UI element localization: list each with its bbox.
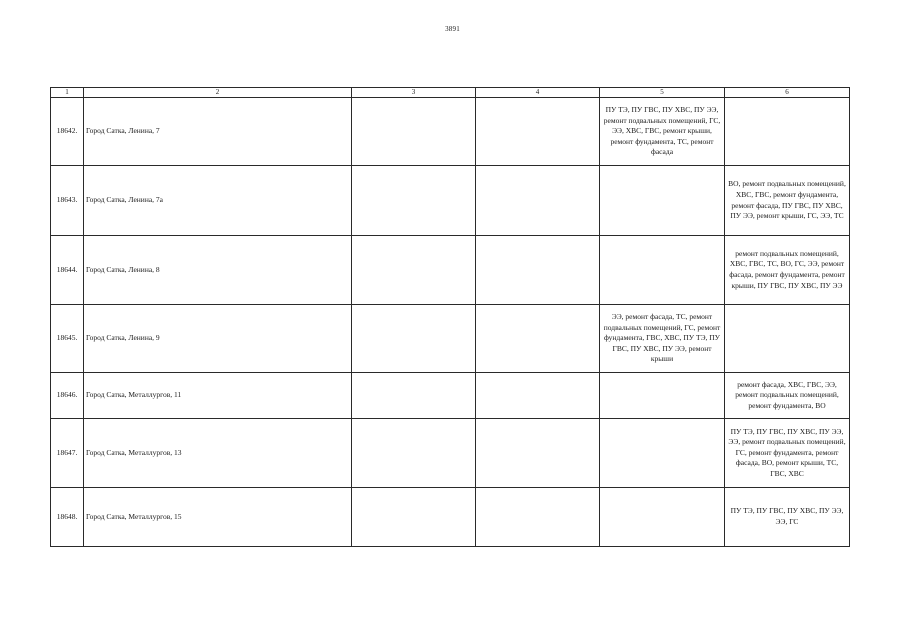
row-col5: [600, 236, 725, 305]
row-number: 18648.: [51, 488, 84, 547]
row-col6: ПУ ТЭ, ПУ ГВС, ПУ ХВС, ПУ ЭЭ, ЭЭ, ремонт подвальных помещений, ГС, ремонт фундамента, ремонт фасада, ВО, ремонт крыши, ТС, ГВС, ХВС: [725, 419, 850, 488]
row-col3: [352, 488, 476, 547]
table-row: [51, 488, 850, 547]
row-col5: [600, 488, 725, 547]
row-col6: ремонт подвальных помещений, ХВС, ГВС, ТС, ВО, ГС, ЭЭ, ремонт фасада, ремонт фундамента, ремонт крыши, ПУ ГВС, ПУ ХВС, ПУ ЭЭ: [725, 236, 850, 305]
table-row: [51, 373, 850, 419]
column-number-6: 6: [725, 88, 850, 98]
row-col5: [600, 166, 725, 236]
table-row: [51, 166, 850, 236]
row-address: Город Сатка, Ленина, 8: [84, 236, 352, 305]
row-number: 18645.: [51, 305, 84, 373]
row-col5: ЭЭ, ремонт фасада, ТС, ремонт подвальных помещений, ГС, ремонт фундамента, ГВС, ХВС, ПУ ТЭ, ПУ ГВС, ПУ ХВС, ПУ ЭЭ, ремонт крыши: [600, 305, 725, 373]
row-col6: ВО, ремонт подвальных помещений, ХВС, ГВС, ремонт фундамента, ремонт фасада, ПУ ГВС, ПУ ХВС, ПУ ЭЭ, ремонт крыши, ГС, ЭЭ, ТС: [725, 166, 850, 236]
column-number-2: 2: [84, 88, 352, 98]
column-number-4: 4: [476, 88, 600, 98]
column-number-1: 1: [51, 88, 84, 98]
row-col3: [352, 98, 476, 166]
row-col6: ПУ ТЭ, ПУ ГВС, ПУ ХВС, ПУ ЭЭ, ЭЭ, ГС: [725, 488, 850, 547]
row-col4: [476, 419, 600, 488]
row-col3: [352, 236, 476, 305]
column-number-5: 5: [600, 88, 725, 98]
register-table: [50, 87, 850, 547]
row-col4: [476, 305, 600, 373]
row-address: Город Сатка, Металлургов, 13: [84, 419, 352, 488]
row-col5: [600, 419, 725, 488]
row-col4: [476, 373, 600, 419]
row-address: Город Сатка, Металлургов, 15: [84, 488, 352, 547]
row-number: 18643.: [51, 166, 84, 236]
row-address: Город Сатка, Металлургов, 11: [84, 373, 352, 419]
row-col5: ПУ ТЭ, ПУ ГВС, ПУ ХВС, ПУ ЭЭ, ремонт подвальных помещений, ГС, ЭЭ, ХВС, ГВС, ремонт крыши, ремонт фундамента, ТС, ремонт фасада: [600, 98, 725, 166]
row-number: 18647.: [51, 419, 84, 488]
row-address: Город Сатка, Ленина, 7а: [84, 166, 352, 236]
column-number-3: 3: [352, 88, 476, 98]
row-col6: [725, 305, 850, 373]
row-number: 18642.: [51, 98, 84, 166]
row-col6: ремонт фасада, ХВС, ГВС, ЭЭ, ремонт подвальных помещений, ремонт фундамента, ВО: [725, 373, 850, 419]
row-address: Город Сатка, Ленина, 7: [84, 98, 352, 166]
page-number: 3891: [445, 25, 460, 33]
table-row: [51, 305, 850, 373]
row-col6: [725, 98, 850, 166]
row-col3: [352, 305, 476, 373]
row-col5: [600, 373, 725, 419]
row-address: Город Сатка, Ленина, 9: [84, 305, 352, 373]
row-col3: [352, 373, 476, 419]
row-number: 18646.: [51, 373, 84, 419]
row-col3: [352, 419, 476, 488]
row-col4: [476, 98, 600, 166]
row-col4: [476, 236, 600, 305]
table-row: [51, 419, 850, 488]
column-number-row: [51, 88, 850, 98]
row-col4: [476, 166, 600, 236]
row-number: 18644.: [51, 236, 84, 305]
table-row: [51, 236, 850, 305]
row-col3: [352, 166, 476, 236]
row-col4: [476, 488, 600, 547]
table-row: [51, 98, 850, 166]
